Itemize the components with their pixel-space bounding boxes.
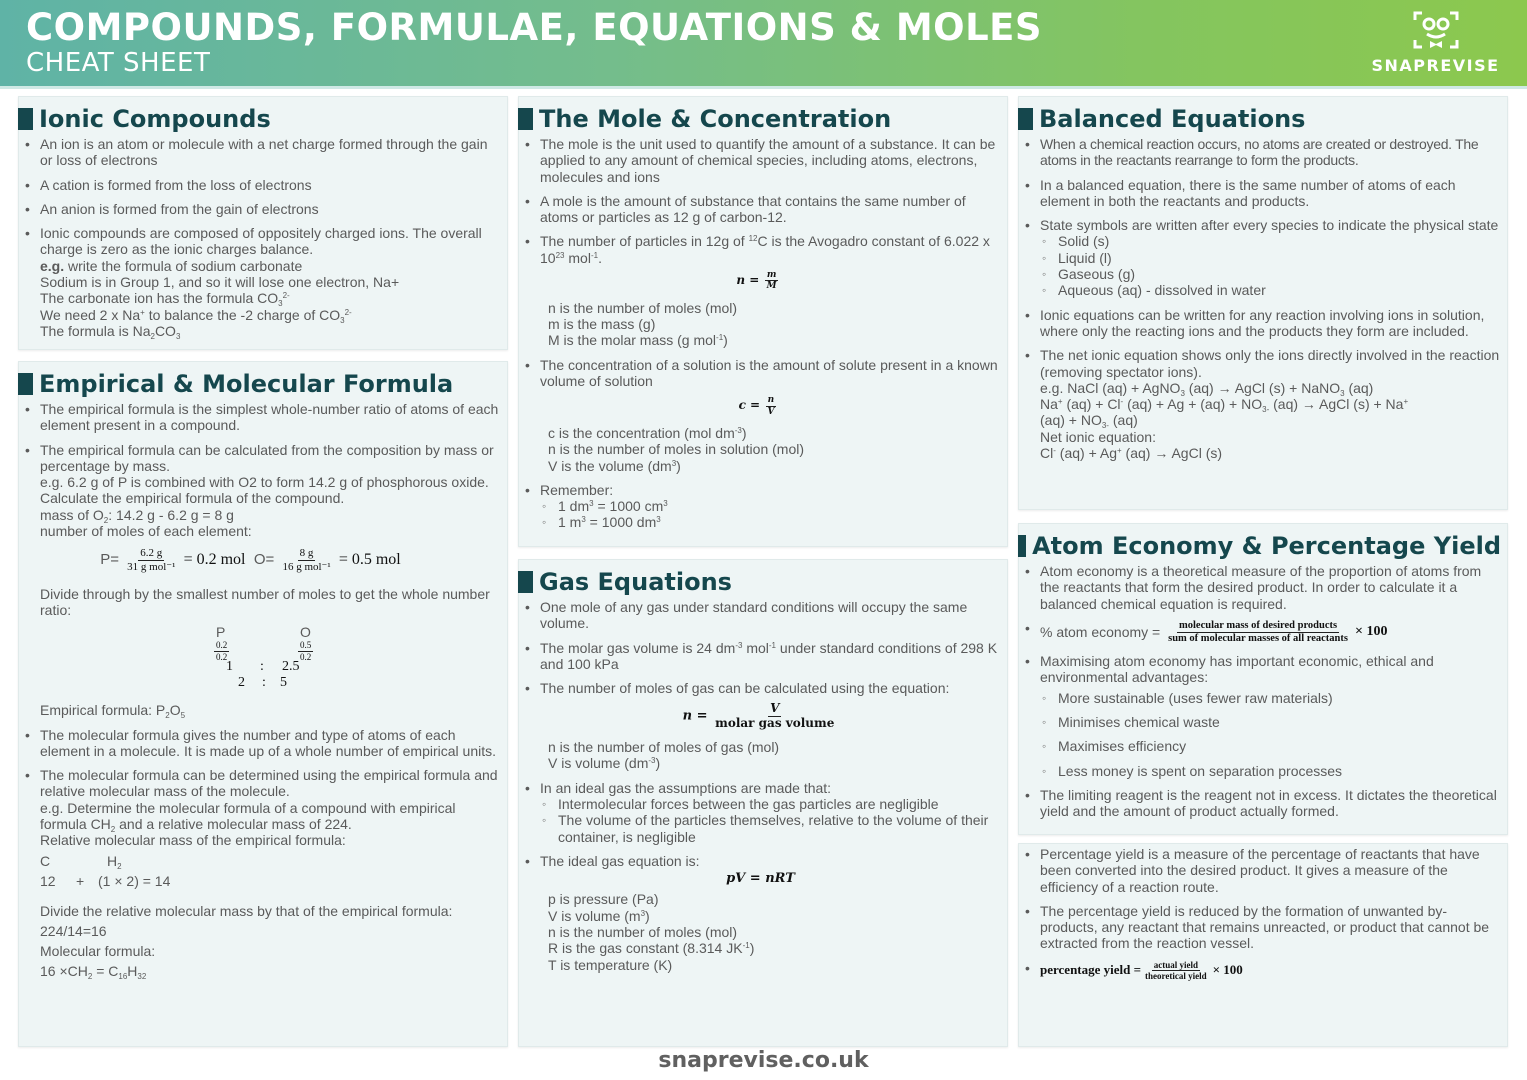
heading-square-icon <box>18 108 33 130</box>
panel-percentage-yield <box>1018 843 1508 1047</box>
panel-empirical-molecular-formula <box>18 361 508 1047</box>
sub-list-item: ◦ Intermolecular forces between the gas particles are negligible <box>540 796 1001 812</box>
panel-atom-economy <box>1018 523 1508 835</box>
concentration-equation: c = $\frac{n}{V}$ <box>738 395 775 417</box>
sub-list-item: ◦ 1 $dm^3 = 1000$ $cm^3$ <box>540 498 1001 514</box>
list-item: • The percentage yield is reduced by the formation of unwanted by-products, any reactant that remains unreacted, or product that cannot be extracted from the reaction vessel. <box>1019 903 1501 952</box>
heading-square-icon <box>518 108 533 130</box>
list-item: • A mole is the amount of substance that contains the same number of atoms or particles as 12 g of carbon-12. <box>519 193 1001 226</box>
gas-moles-equation: n = $\frac{V}{\text{molar gas volume}}$ <box>682 701 835 731</box>
sub-list-item: ◦ Minimises chemical waste <box>1040 714 1501 730</box>
sub-list-item: ◦ More sustainable (uses fewer raw materials) <box>1040 690 1501 706</box>
list-item: • Remember: ◦ 1 $dm^3 = 1000$ $cm^3$ ◦ 1 $m^3 = 1000$ $dm^3$ <box>519 482 1001 531</box>
sub-list-item: ◦ Maximises efficiency <box>1040 738 1501 754</box>
section-heading: Balanced Equations <box>1019 104 1501 134</box>
panel-mole-concentration <box>518 96 1008 547</box>
sub-list-item: ◦ Aqueous (aq) - dissolved in water <box>1040 282 1501 298</box>
list-item: • The empirical formula is the simplest whole-number ratio of atoms of each element present in a compound. <box>19 401 501 434</box>
list-item: • percentage yield = $\frac{\text{actual yield}}{\text{theoretical yield}}$ × 100 <box>1019 960 1501 982</box>
rmm-calculation: C $H_2$ 12 + (1 × 2) = 14 <box>40 852 171 889</box>
list-item: • An anion is formed from the gain of electrons <box>19 201 501 217</box>
section-heading: Empirical & Molecular Formula <box>19 369 501 399</box>
section-heading: Atom Economy & Percentage Yield <box>1019 531 1501 561</box>
list-item: • In a balanced equation, there is the same number of atoms of each element in both the reactants and products. <box>1019 177 1501 210</box>
page-header <box>0 0 1527 89</box>
panel-ionic-compounds <box>18 96 508 350</box>
list-item: • One mole of any gas under standard conditions will occupy the same volume. <box>519 599 1001 632</box>
panel-gas-equations <box>518 559 1008 1047</box>
list-item: • The ideal gas equation is: pV = nRT p is pressure (Pa) V is volume $(m^3)$ n is the number of moles (mol) R is the gas constant (8.314 $JK^{-1}$) T is temperature (K) <box>519 853 1001 973</box>
list-item: • Percentage yield is a measure of the percentage of reactants that have been converted into the desired product. It gives a measure of the efficiency of a reaction route. <box>1019 846 1501 895</box>
panel-balanced-equations <box>1018 96 1508 510</box>
sub-list-item: ◦ The volume of the particles themselves, relative to the volume of their container, is negligible <box>540 812 1001 845</box>
ratio-table: P O $\frac{0.2}{0.2}$ $\frac{0.5}{0.2}$ 1 : 2.5 2 : 5 <box>216 624 312 691</box>
list-item: • The limiting reagent is the reagent not in excess. It dictates the theoretical yield and the amount of product actually formed. <box>1019 787 1501 820</box>
moles-equation: n = $\frac{m}{M}$ <box>736 270 777 292</box>
sub-list-item: ◦ Gaseous (g) <box>1040 266 1501 282</box>
list-item: • The number of particles in 12g of $^{12}$C is the Avogadro constant of 6.022 x $10^{23}$ mol$^{-1}$. n = $\frac{m}{M}$ n is the number of moles (mol) m is the mass (g) M is the molar mass (g mol$^{-1}$) <box>519 233 1001 348</box>
heading-square-icon <box>18 373 33 395</box>
list-item: • A cation is formed from the loss of electrons <box>19 177 501 193</box>
list-item: • In an ideal gas the assumptions are made that: ◦ Intermolecular forces between the gas particles are negligible ◦ The volume of the particles themselves, relative to the volume of their container, is negligible <box>519 780 1001 845</box>
snaprevise-logo <box>1368 10 1503 80</box>
page-subtitle: CHEAT SHEET <box>26 48 211 78</box>
list-item: • Ionic compounds are composed of oppositely charged ions. The overall charge is zero as the ionic charges balance. e.g. write the formula of sodium carbonate Sodium is in Group 1, and so it will lose one electron, Na+ The carbonate ion has the formula $CO_3^{2-}$ We need 2 x Na+ to balance the -2 charge of $CO_3^{2-}$ The formula is $Na_2CO_3$ <box>19 225 501 339</box>
heading-square-icon <box>518 571 533 593</box>
list-item: • The number of moles of gas can be calculated using the equation: n = $\frac{V}{\text{molar gas volume}}$ n is the number of moles of gas (mol) V is volume $(dm^{-3})$ <box>519 680 1001 771</box>
heading-square-icon <box>1018 535 1026 557</box>
page-title: COMPOUNDS, FORMULAE, EQUATIONS & MOLES <box>26 6 1043 49</box>
list-item: • Atom economy is a theoretical measure of the proportion of atoms from the reactants that form the desired product. In order to calculate it a balanced chemical equation is required. <box>1019 563 1501 612</box>
sub-list-item: ◦ Solid (s) <box>1040 233 1501 249</box>
list-item: • The net ionic equation shows only the ions directly involved in the reaction (removing spectator ions). e.g. NaCl (aq) + AgNO$_3$ (aq) → AgCl (s) + NaNO$_3$ (aq) Na+ (aq) + Cl- $(aq) + Ag + (aq) + NO_{3-}$ (aq) → AgCl (s) + Na+ $(aq) + NO_{3-}$ (aq) Net ionic equation: Cl- (aq) + Ag+ (aq) → AgCl (s) <box>1019 347 1501 461</box>
list-item: • State symbols are written after every species to indicate the physical state ◦ Solid (s) ◦ Liquid (l) ◦ Gaseous (g) ◦ Aqueous (aq) - dissolved in water <box>1019 217 1501 298</box>
footer-url[interactable]: snaprevise.co.uk <box>658 1048 869 1073</box>
list-item: • The molar gas volume is 24 $dm^{-3}$ mol$^{-1}$ under standard conditions of 298 K and 100 kPa <box>519 640 1001 673</box>
sub-list-item: ◦ 1 $m^3 = 1000$ $dm^3$ <box>540 514 1001 530</box>
list-item: • The molecular formula gives the number and type of atoms of each element in a molecule. It is made up of a whole number of empirical units. <box>19 727 501 760</box>
list-item: • The molecular formula can be determined using the empirical formula and relative molecular mass of the molecule. e.g. Determine the molecular formula of a compound with empirical formula $CH_2$ and a relative molecular mass of 224. Relative molecular mass of the empirical formula: C $H_2$ 12 + (1 × 2) = 14 Divide the relative molecular mass by that of the empirical formula: 224/14=16 Molecular formula: $16 \times CH_2 = C_{16}H_{32}$ <box>19 767 501 980</box>
list-item: • The empirical formula can be calculated from the composition by mass or percentage by mass. e.g. 6.2 g of P is combined with O2 to form 14.2 g of phosphorous oxide. Calculate the empirical formula of the compound. mass of $O_2$: 14.2 g - 6.2 g = 8 g number of moles of each element: P= $\frac{6.2 g}{\text{31 g mol⁻¹}}$ = 0.2 mol O= $\frac{8 g}{\text{16 g mol⁻¹}}$ = 0.5 mol Divide through by the smallest number of moles to get the whole number ratio: P O $\frac{0.2}{0.2}$ $\frac{0.5}{0.2}$ 1 : 2.5 2 : 5 Empirical formula: $P_2O_5$ <box>19 442 501 719</box>
sub-list-item: ◦ Liquid (l) <box>1040 250 1501 266</box>
section-heading: Ionic Compounds <box>19 104 501 134</box>
list-item: • Maximising atom economy has important economic, ethical and environmental advantages: ◦ More sustainable (uses fewer raw materials) ◦ Minimises chemical waste ◦ Maximises efficiency ◦ Less money is spent on separation processes <box>1019 653 1501 779</box>
ideal-gas-equation: pV = nRT <box>726 871 795 887</box>
list-item: • Ionic equations can be written for any reaction involving ions in solution, where only the reacting ions and the products they form are included. <box>1019 307 1501 340</box>
list-item: • When a chemical reaction occurs, no atoms are created or destroyed. The atoms in the reactants rearrange to form the products. <box>1019 136 1501 169</box>
heading-square-icon <box>1018 108 1033 130</box>
brand-name: SNAPREVISE <box>1371 56 1500 75</box>
list-item: • The mole is the unit used to quantify the amount of a substance. It can be applied to any amount of chemical species, including atoms, electrons, molecules and ions <box>519 136 1001 185</box>
list-item: • The concentration of a solution is the amount of solute present in a known volume of solution c = $\frac{n}{V}$ c is the concentration (mol $dm^{-3}$) n is the number of moles in solution (mol) V is the volume $(dm^3)$ <box>519 357 1001 474</box>
moles-equation: P= $\frac{6.2 g}{\text{31 g mol⁻¹}}$ = 0.2 mol O= $\frac{8 g}{\text{16 g mol⁻¹}}$ = 0.5 mol <box>100 547 401 574</box>
list-item: • % atom economy = $\frac{\text{molecular mass of desired products}}{\text{sum of molecular masses of all reactants}}$ × 100 <box>1019 620 1501 645</box>
list-item: • An ion is an atom or molecule with a net charge formed through the gain or loss of electrons <box>19 136 501 169</box>
snaprevise-face-logo-icon <box>1412 10 1460 50</box>
section-heading: Gas Equations <box>519 567 1001 597</box>
sub-list-item: ◦ Less money is spent on separation processes <box>1040 763 1501 779</box>
section-heading: The Mole & Concentration <box>519 104 1001 134</box>
